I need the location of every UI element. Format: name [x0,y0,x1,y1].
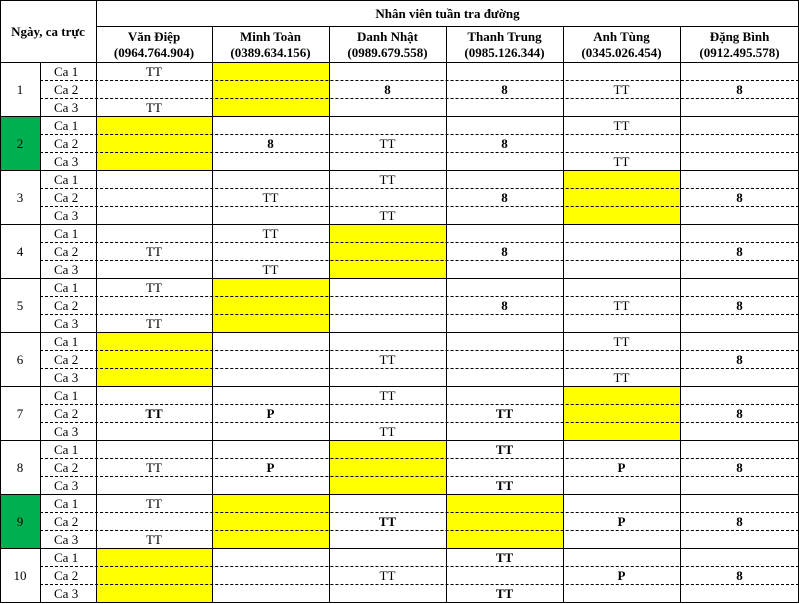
duty-entry: TT [613,297,630,313]
duty-entry: P [617,567,626,583]
employee-name: Văn Điệp [127,28,181,44]
shift-label: Ca 3 [54,369,79,385]
shift-label: Ca 2 [54,189,79,205]
grid-line [40,80,799,81]
duty-entry: P [266,459,275,475]
off-day-block [96,332,212,386]
employee-phone: (0964.764.904) [113,44,195,60]
duty-entry: TT [146,531,162,547]
duty-entry: TT [379,567,396,583]
duty-entry: TT [495,549,514,565]
day-label: 2 [0,116,40,170]
off-day-block [96,116,212,170]
off-day-block [329,440,446,494]
grid-line [0,116,799,117]
shift-label: Ca 3 [54,261,79,277]
grid-line [40,98,799,99]
employee-header [212,26,329,62]
duty-entry: TT [613,333,630,349]
employee-name: Anh Tùng [593,28,650,44]
day-label: 7 [16,405,24,421]
shift-label: Ca 2 [54,567,79,583]
duty-entry: 8 [736,405,743,421]
grid-line [0,0,799,1]
day-label: 9 [0,494,40,548]
grid-line [96,26,799,27]
shift-label: Ca 2 [54,459,79,475]
duty-entry: TT [146,495,162,511]
duty-entry: TT [379,387,396,403]
duty-entry: TT [145,405,163,421]
duty-entry: 8 [736,351,743,367]
duty-entry: TT [378,513,397,529]
duty-entry: TT [262,225,279,241]
grid-line [40,188,799,189]
employee-phone: (0912.495.578) [699,44,780,60]
grid-line [40,422,799,423]
grid-line [40,368,799,369]
shift-label: Ca 2 [54,351,79,367]
grid-line [0,278,799,279]
shift-label: Ca 1 [54,171,79,187]
duty-entry: TT [613,153,630,169]
shift-label: Ca 3 [54,207,79,223]
grid-line [0,386,799,387]
duty-entry: 8 [501,81,508,97]
employee-phone: (0389.634.156) [230,44,311,60]
off-day-block [563,170,680,224]
duty-entry: 8 [384,81,391,97]
day-label: 4 [16,243,24,259]
duty-entry: TT [495,405,514,421]
off-day-block [212,494,329,548]
employee-name: Minh Toàn [239,28,302,44]
duty-entry: TT [379,171,396,187]
day-label: 10 [13,567,27,583]
day-label: 6 [16,351,24,367]
shift-label: Ca 3 [54,531,79,547]
duty-entry: 8 [501,297,508,313]
grid-line [40,206,799,207]
grid-line [40,512,799,513]
grid-line [40,296,799,297]
group-header: Nhân viên tuần tra đường [375,5,520,21]
duty-entry: TT [495,477,514,493]
duty-entry: 8 [736,297,743,313]
shift-label: Ca 1 [54,549,79,565]
duty-entry: TT [379,351,396,367]
duty-entry: 8 [501,243,508,259]
grid-line [0,440,799,441]
shift-label: Ca 3 [54,477,79,493]
grid-line [40,314,799,315]
grid-line [0,0,1,602]
duty-entry: 8 [736,81,743,97]
employee-header [96,26,212,62]
grid-line [0,602,799,603]
shift-label: Ca 3 [54,99,79,115]
duty-entry: P [617,459,626,475]
employee-header [329,26,446,62]
duty-entry: 8 [501,189,508,205]
grid-line [40,404,799,405]
grid-line [40,530,799,531]
duty-entry: P [266,405,275,421]
duty-entry: TT [613,81,630,97]
duty-entry: TT [146,459,162,475]
duty-entry: TT [146,99,162,115]
shift-label: Ca 1 [54,117,79,133]
duty-entry: 8 [736,243,743,259]
off-day-block [329,224,446,278]
shift-label: Ca 2 [54,297,79,313]
grid-line [0,224,799,225]
grid-line [40,152,799,153]
duty-entry: TT [379,135,396,151]
duty-entry: 8 [736,513,743,529]
duty-entry: P [617,513,626,529]
shift-label: Ca 1 [54,279,79,295]
shift-label: Ca 2 [54,81,79,97]
shift-label: Ca 3 [54,315,79,331]
shift-label: Ca 2 [54,513,79,529]
employee-phone: (0985.126.344) [464,44,545,60]
shift-label: Ca 3 [54,585,79,601]
grid-line [0,170,799,171]
day-label: 3 [16,189,24,205]
shift-label: Ca 1 [54,225,79,241]
employee-header [680,26,799,62]
duty-entry: 8 [501,135,508,151]
shift-label: Ca 1 [54,441,79,457]
duty-entry: TT [262,261,279,277]
shift-label: Ca 2 [54,243,79,259]
duty-entry: 8 [736,189,743,205]
off-day-block [563,386,680,440]
employee-name: Danh Nhật [356,28,419,44]
duty-entry: TT [379,423,396,439]
duty-entry: TT [262,189,279,205]
duty-entry: TT [495,585,514,601]
duty-entry: TT [146,279,162,295]
grid-line [0,494,799,495]
grid-line [40,260,799,261]
off-day-block [212,62,329,116]
duty-entry: TT [146,63,162,79]
grid-line [40,584,799,585]
day-label: 1 [16,81,24,97]
shift-label: Ca 3 [54,423,79,439]
shift-label: Ca 1 [54,495,79,511]
shift-label: Ca 3 [54,153,79,169]
duty-entry: 8 [736,567,743,583]
duty-entry: TT [379,207,396,223]
grid-line [40,350,799,351]
employee-name: Đặng Bình [709,28,770,44]
grid-line [40,134,799,135]
shift-label: Ca 1 [54,387,79,403]
duty-entry: TT [613,369,630,385]
shift-label: Ca 1 [54,333,79,349]
day-label: 8 [16,459,24,475]
employee-phone: (0989.679.558) [347,44,428,60]
employee-header [563,26,680,62]
shift-label: Ca 2 [54,405,79,421]
day-label: 5 [16,297,24,313]
duty-entry: TT [146,243,162,259]
grid-line [40,242,799,243]
grid-line [40,476,799,477]
employee-header [446,26,563,62]
employee-name: Thanh Trung [467,28,542,44]
off-day-block [212,278,329,332]
duty-entry: TT [495,441,514,457]
duty-entry: TT [613,117,630,133]
shift-label: Ca 2 [54,135,79,151]
duty-entry: 8 [267,135,274,151]
grid-line [40,458,799,459]
duty-entry: TT [146,315,162,331]
grid-line [0,62,799,63]
shift-label: Ca 1 [54,63,79,79]
off-day-block [446,494,563,548]
grid-line [40,566,799,567]
corner-header: Ngày, ca trực [11,23,85,39]
grid-line [0,332,799,333]
grid-line [0,548,799,549]
employee-phone: (0345.026.454) [581,44,662,60]
duty-entry: 8 [736,459,743,475]
off-day-block [96,548,212,602]
